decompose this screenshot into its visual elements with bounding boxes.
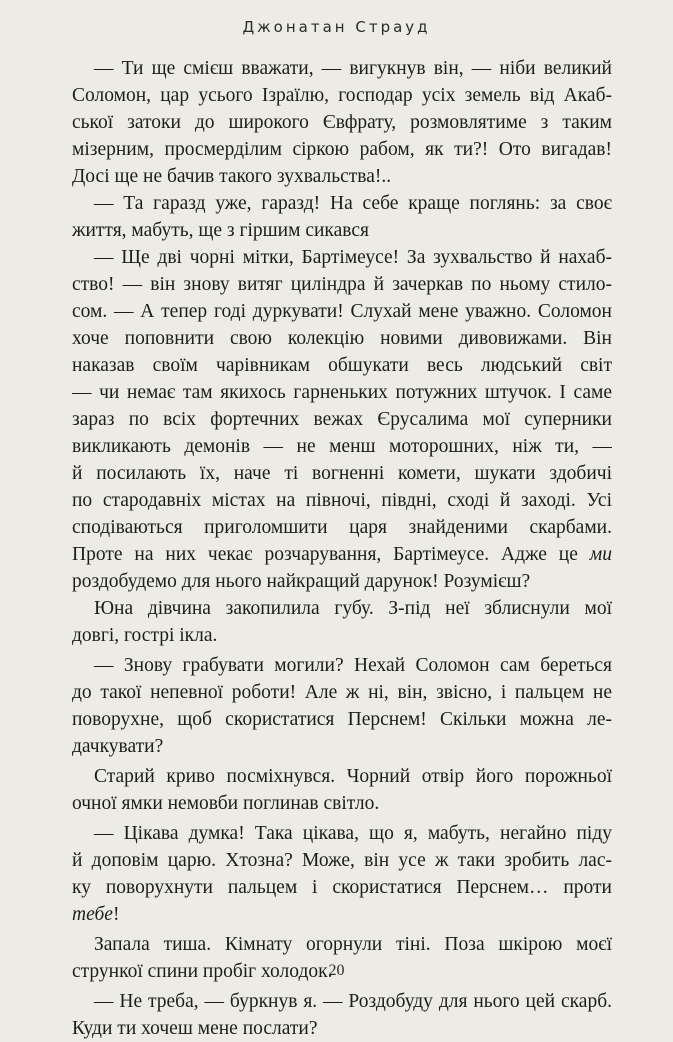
text-line	[72, 244, 612, 271]
text-segment: наказав своїм чарівникам обшукати весь людський світ	[72, 355, 612, 376]
text-line	[72, 217, 612, 244]
text-line	[72, 706, 612, 733]
text-segment: й доповім царю. Хтозна? Може, він усе ж таки зробить лас-	[72, 850, 612, 871]
text-segment: очної ямки немовби поглинав світло.	[72, 793, 380, 814]
text-line	[72, 679, 612, 706]
text-line	[72, 514, 612, 541]
italic-text: тебе	[72, 904, 113, 925]
text-line	[72, 1015, 612, 1042]
body-text	[72, 55, 612, 1042]
text-line	[72, 298, 612, 325]
text-segment: — Ти ще смієш вважати, — вигукнув він, — ніби великий	[94, 58, 612, 79]
text-segment: ство! — він знову витяг циліндра й зачеркав по ньому стило-	[72, 274, 612, 295]
text-segment: Запала тиша. Кімнату огорнули тіні. Поза шкірою моєї	[94, 934, 612, 955]
text-segment: стрункої спини пробіг холодок.	[72, 961, 333, 982]
text-segment: до такої непевної роботи! Але ж ні, він, звісно, і пальцем не	[72, 682, 612, 703]
text-segment: поворухне, щоб скористатися Перснем! Скільки можна ле-	[72, 709, 612, 730]
text-line	[72, 733, 612, 760]
text-segment: мізерним, просмердiлим сіркою рабом, як ти?! Ото вигадав!	[72, 139, 612, 160]
page-number: 20	[328, 962, 345, 979]
text-line	[72, 790, 612, 817]
text-line	[72, 460, 612, 487]
text-segment: — Та гаразд уже, гаразд! На себе краще поглянь: за своє	[94, 193, 612, 214]
text-segment: зараз по всіх фортечних вежах Єрусалима мої суперники	[72, 409, 612, 430]
text-line	[72, 622, 612, 649]
text-line	[72, 931, 612, 958]
text-segment: — Не треба, — буркнув я. — Роздобуду для нього цей скарб.	[94, 991, 612, 1012]
text-line	[72, 82, 612, 109]
text-line	[72, 988, 612, 1015]
text-segment: ської затоки до широкого Євфрату, розмовлятиме з таким	[72, 112, 612, 133]
text-segment: Соломон, цар усього Ізраїлю, господар усіх земель від Акаб-	[72, 85, 612, 106]
text-segment: по стародавніх містах на півночі, півдні, сході й заході. Усі	[72, 490, 612, 511]
text-line	[72, 271, 612, 298]
text-segment: Старий криво посміхнувся. Чорний отвір його порожньої	[94, 766, 612, 787]
text-line	[72, 379, 612, 406]
text-segment: життя, мабуть, ще з гіршим сикався	[72, 220, 369, 241]
text-line	[72, 541, 612, 568]
text-line	[72, 352, 612, 379]
text-segment: роздобудемо для нього найкращий дарунок! Розумієш?	[72, 571, 531, 592]
text-segment: дачкувати?	[72, 736, 164, 757]
text-segment: — Знову грабувати могили? Нехай Соломон сам береться	[94, 655, 612, 676]
text-segment: хоче поповнити свою колекцію новими дивовижами. Він	[72, 328, 612, 349]
running-head: Джонатан Страуд	[242, 18, 431, 36]
text-segment: — Цікава думка! Така цікава, що я, мабуть, негайно піду	[94, 823, 612, 844]
text-line	[72, 595, 612, 622]
text-segment: сподіваються приголомшити царя знайденими скарбами.	[72, 517, 612, 538]
text-line	[72, 136, 612, 163]
text-segment: ку поворухнути пальцем і скористатися Перснем… проти	[72, 877, 612, 898]
text-segment: викликають демонів — не менш моторошних, ніж ти, —	[72, 436, 612, 457]
text-segment: Досі ще не бачив такого зухвальства!..	[72, 166, 392, 187]
text-line	[72, 847, 612, 874]
text-segment: — Ще дві чорні мітки, Бартімеусе! За зухвальство й нахаб-	[94, 247, 612, 268]
text-line	[72, 109, 612, 136]
text-line	[72, 901, 612, 928]
text-segment: Проте на них чекає розчарування, Бартімеусе. Адже це	[72, 544, 590, 565]
text-segment: — чи немає там якихось гарненьких потужних штучок. І саме	[72, 382, 612, 403]
text-line	[72, 568, 612, 595]
text-segment: й посилають їх, наче ті вогненні комети, шукати здобичі	[72, 463, 612, 484]
text-line	[72, 652, 612, 679]
text-line	[72, 820, 612, 847]
text-segment: довгі, гострі ікла.	[72, 625, 218, 646]
italic-text: ми	[589, 544, 612, 565]
text-line	[72, 55, 612, 82]
text-segment: Куди ти хочеш мене послати?	[72, 1018, 318, 1039]
text-segment: Юна дівчина закопилила губу. З-під неї зблиснули мої	[94, 598, 612, 619]
text-line	[72, 406, 612, 433]
text-line	[72, 487, 612, 514]
text-segment: сом. — А тепер годі дуркувати! Слухай мене уважно. Соломон	[72, 301, 612, 322]
text-line	[72, 190, 612, 217]
text-line	[72, 433, 612, 460]
text-line	[72, 325, 612, 352]
text-line	[72, 163, 612, 190]
text-segment: !	[112, 904, 120, 925]
text-line	[72, 874, 612, 901]
text-line	[72, 763, 612, 790]
